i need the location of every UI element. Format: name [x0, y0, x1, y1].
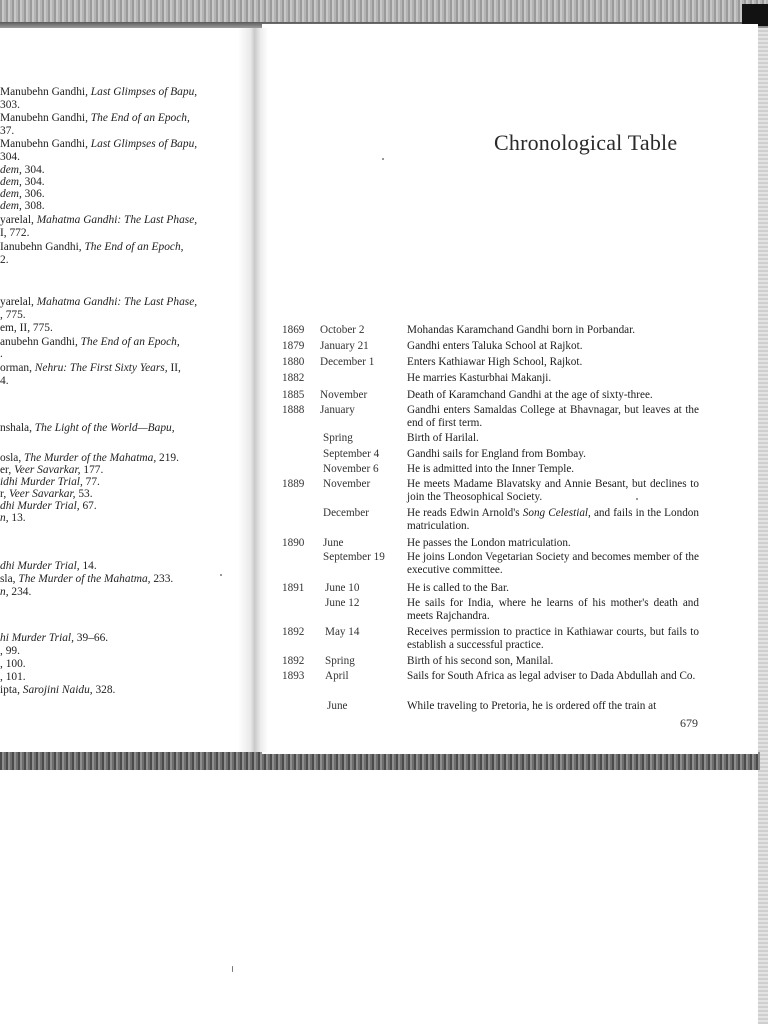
date-cell: September 4 [323, 448, 380, 460]
note-line: sla, The Murder of the Mahatma, 233. [0, 573, 174, 585]
event-cell: Death of Karamchand Gandhi at the age of sixty-three. [407, 389, 653, 401]
year-cell: 1869 [282, 324, 305, 336]
note-line: , 775. [0, 309, 26, 321]
date-cell: Spring [325, 655, 355, 667]
event-cell: He reads Edwin Arnold's Song Celestial, and fails in the London matriculation. [407, 507, 699, 532]
event-cell: He is admitted into the Inner Temple. [407, 463, 575, 475]
table-row [0, 582, 768, 596]
table-row [0, 356, 768, 370]
page-number: 679 [680, 716, 698, 730]
note-line: 2. [0, 254, 9, 266]
table-row [0, 655, 768, 669]
note-line: dhi Murder Trial, 67. [0, 500, 97, 512]
date-cell: January 21 [320, 340, 369, 352]
event-cell: Receives permission to practice in Kathiawar courts, but fails to establish a successful practice. [407, 626, 699, 651]
note-line: nshala, The Light of the World—Bapu, [0, 422, 175, 434]
year-cell: 1889 [282, 478, 305, 490]
year-cell: 1882 [282, 372, 305, 384]
event-cell: Sails for South Africa as legal adviser to Dada Abdullah and Co. [407, 670, 696, 682]
scan-corner-shadow [742, 4, 768, 26]
year-cell: 1885 [282, 389, 305, 401]
note-line: . [0, 348, 3, 360]
date-cell: December 1 [320, 356, 375, 368]
date-cell: June [327, 700, 348, 712]
note-line: , 99. [0, 645, 20, 657]
scan-edge-bottom [0, 752, 760, 770]
event-cell: Birth of Harilal. [407, 432, 479, 444]
note-line: ipta, Sarojini Naidu, 328. [0, 684, 116, 696]
event-cell: Birth of his second son, Manilal. [407, 655, 554, 667]
year-cell: 1879 [282, 340, 305, 352]
note-line: dem, 308. [0, 200, 45, 212]
event-cell: Enters Kathiawar High School, Rajkot. [407, 356, 583, 368]
note-line: em, II, 775. [0, 322, 53, 334]
note-line: 37. [0, 125, 15, 137]
event-cell: He meets Madame Blavatsky and Annie Besant, but declines to join the Theosophical Society. [407, 478, 699, 503]
table-row [0, 507, 768, 532]
note-line: anubehn Gandhi, The End of an Epoch, [0, 336, 180, 348]
note-line: dem, 304. [0, 176, 45, 188]
note-line: osla, The Murder of the Mahatma, 219. [0, 452, 179, 464]
date-cell: October 2 [320, 324, 365, 336]
table-row [0, 324, 768, 338]
year-cell: 1890 [282, 537, 305, 549]
date-cell: Spring [323, 432, 353, 444]
date-cell: June 10 [325, 582, 360, 594]
event-cell: Gandhi enters Samaldas College at Bhavnagar, but leaves at the end of first term. [407, 404, 699, 429]
note-line: Ianubehn Gandhi, The End of an Epoch, [0, 241, 184, 253]
note-line: yarelal, Mahatma Gandhi: The Last Phase, [0, 296, 198, 308]
table-row [0, 448, 768, 462]
year-cell: 1892 [282, 655, 305, 667]
table-row [0, 537, 768, 551]
table-row [0, 700, 768, 714]
event-cell: Mohandas Karamchand Gandhi born in Porbandar. [407, 324, 636, 336]
table-row [0, 463, 768, 477]
date-cell: November [320, 389, 368, 401]
note-line: Manubehn Gandhi, Last Glimpses of Bapu, [0, 138, 198, 150]
scan-speck [232, 966, 233, 972]
date-cell: January [320, 404, 355, 416]
table-row [0, 432, 768, 446]
page-title: Chronological Table [494, 130, 678, 155]
note-line: orman, Nehru: The First Sixty Years, II, [0, 362, 181, 374]
note-line: 304. [0, 151, 20, 163]
note-line: idhi Murder Trial, 77. [0, 476, 100, 488]
table-row [0, 372, 768, 386]
year-cell: 1892 [282, 626, 305, 638]
note-line: 4. [0, 375, 9, 387]
date-cell: December [323, 507, 369, 519]
event-cell: He is called to the Bar. [407, 582, 509, 594]
note-line: r, Veer Savarkar, 53. [0, 488, 93, 500]
date-cell: November [323, 478, 371, 490]
year-cell: 1893 [282, 670, 305, 682]
note-line: 303. [0, 99, 20, 111]
date-cell: September 19 [323, 551, 385, 563]
scan-edge-right [758, 28, 768, 1024]
year-cell: 1891 [282, 582, 305, 594]
note-line: , 100. [0, 658, 26, 670]
event-cell: Gandhi enters Taluka School at Rajkot. [407, 340, 583, 352]
note-line: n, 13. [0, 512, 26, 524]
note-line: dhi Murder Trial, 14. [0, 560, 97, 572]
year-cell: 1880 [282, 356, 305, 368]
event-cell: He sails for India, where he learns of his mother's death and meets Rajchandra. [407, 597, 699, 622]
year-cell: 1888 [282, 404, 305, 416]
date-cell: April [325, 670, 349, 682]
event-cell: While traveling to Pretoria, he is ordered off the train at [407, 700, 657, 712]
date-cell: November 6 [323, 463, 379, 475]
scan-speck [382, 158, 384, 160]
table-row [0, 597, 768, 622]
note-line: n, 234. [0, 586, 32, 598]
note-line: I, 772. [0, 227, 30, 239]
table-row [0, 389, 768, 403]
scan-speck [636, 498, 638, 500]
scan-speck [220, 574, 222, 576]
event-cell: He joins London Vegetarian Society and becomes member of the executive committee. [407, 551, 699, 576]
date-cell: June [323, 537, 344, 549]
note-line: er, Veer Savarkar, 177. [0, 464, 104, 476]
table-row [0, 670, 768, 684]
event-cell: He marries Kasturbhai Makanji. [407, 372, 552, 384]
event-cell: Gandhi sails for England from Bombay. [407, 448, 586, 460]
table-row [0, 340, 768, 354]
note-line: Manubehn Gandhi, The End of an Epoch, [0, 112, 190, 124]
note-line: yarelal, Mahatma Gandhi: The Last Phase, [0, 214, 198, 226]
date-cell: June 12 [325, 597, 360, 609]
note-line: , 101. [0, 671, 26, 683]
note-line: Manubehn Gandhi, Last Glimpses of Bapu, [0, 86, 198, 98]
event-cell: He passes the London matriculation. [407, 537, 571, 549]
note-line: dem, 304. [0, 164, 45, 176]
note-line: hi Murder Trial, 39–66. [0, 632, 109, 644]
date-cell: May 14 [325, 626, 360, 638]
note-line: dem, 306. [0, 188, 45, 200]
